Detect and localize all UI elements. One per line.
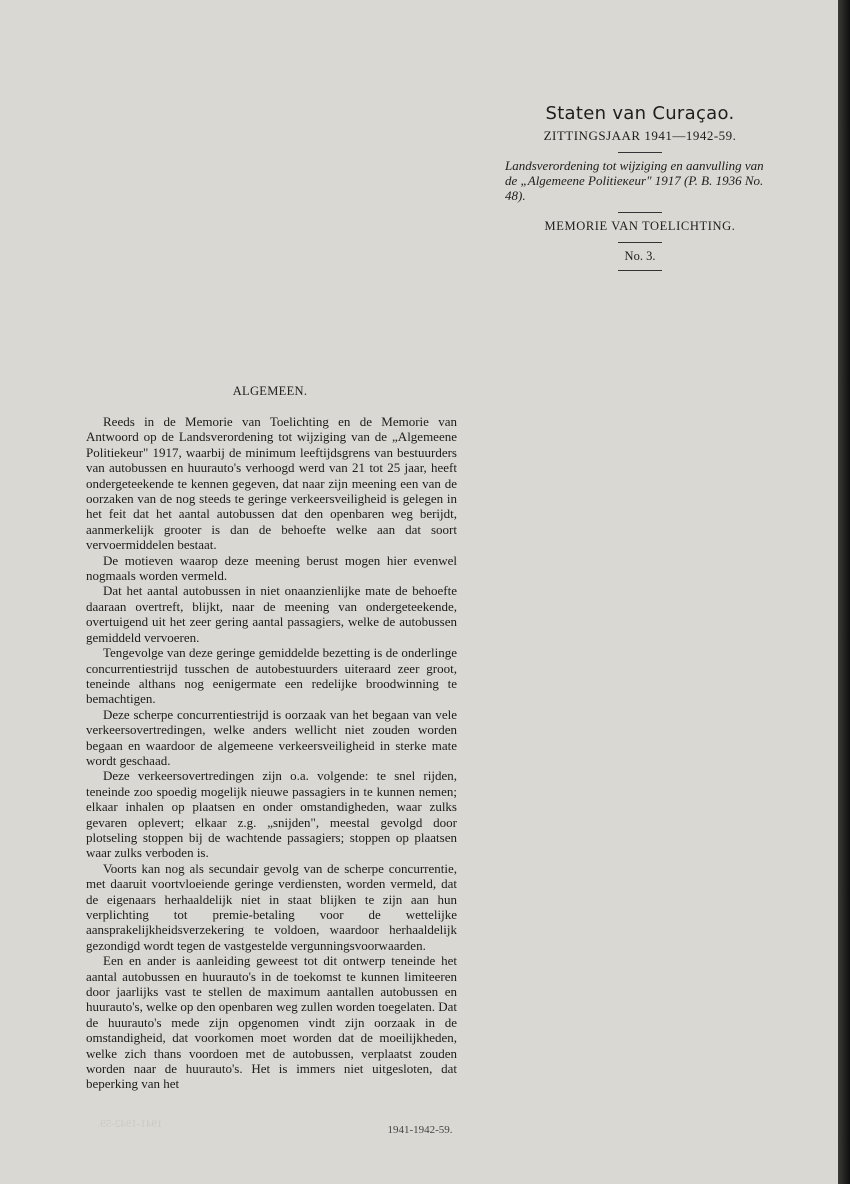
page-footer: 1941-1942-59. bbox=[387, 1124, 453, 1136]
divider bbox=[618, 212, 662, 213]
publication-title: Staten van Curaçao. bbox=[545, 103, 735, 124]
divider bbox=[618, 270, 662, 271]
paragraph: Reeds in de Memorie van Toelichting en de Memorie van Antwoord op de Landsverordening tot wijziging van de „Algemeene Politiekeur" 1917, waarbij de minimum leeftijdsgrens van bestuurders van autobussen en huurauto's verhoogd werd van 21 tot 25 jaar, heeft ondergeteekende te kennen gegeven, dat naar zijn meening een van de oorzaken van de nog steeds te geringe verkeersveiligheid is gelegen in het feit dat het aantal autobussen dat den openbaren weg berijdt, aanmerkelijk grooter is dan de behoefte welke aan dat soort vervoermiddelen bestaat. bbox=[86, 414, 457, 553]
divider bbox=[618, 152, 662, 153]
document-header bbox=[505, 103, 775, 271]
paragraph: Deze verkeersovertredingen zijn o.a. volgende: te snel rijden, teneinde zoo spoedig mogelijk nieuwe passagiers in te kunnen nemen; elkaar inhalen op plaatsen en onder omstandigheden, waar zulks gevaren oplevert; elkaar z.g. „snijden", meestal gevolgd door plotseling stoppen bij de wachtende passagiers; stoppen op plaatsen waar zulks verboden is. bbox=[86, 768, 457, 861]
memorie-title: MEMORIE VAN TOELICHTING. bbox=[544, 219, 736, 233]
section-heading: ALGEMEEN. bbox=[232, 384, 308, 398]
page-edge bbox=[838, 0, 850, 1184]
document-number: No. 3. bbox=[624, 249, 656, 263]
paragraph: Tengevolge van deze geringe gemiddelde bezetting is de onderlinge concurrentiestrijd tusschen de autobestuurders uiteraard zeer groot, teneinde althans nog eenigermate een redelijke broodwinning te bemachtigen. bbox=[86, 645, 457, 707]
session-year: ZITTINGSJAAR 1941—1942-59. bbox=[543, 128, 737, 143]
subject-line: Landsverordening tot wijziging en aanvulling van de „Algemeene Politieкeur" 1917 (P. B. 1936 No. 48). bbox=[505, 158, 764, 203]
paragraph: Dat het aantal autobussen in niet onaanzienlijke mate de behoefte daaraan overtreft, blijkt, naar de meening van ondergeteekende, overtuigend uit het zeer gering aantal passagiers, welke de autobussen gemiddeld vervoeren. bbox=[86, 583, 457, 645]
paragraph: De motieven waarop deze meening berust mogen hier evenwel nogmaals worden vermeld. bbox=[86, 552, 457, 584]
paragraph: Deze scherpe concurrentiestrijd is oorzaak van het begaan van vele verkeersovertredingen, welke anders wellicht niet zouden worden begaan en waardoor de algemeene verkeersveiligheid in sterke mate wordt geschaad. bbox=[86, 706, 457, 768]
body-text bbox=[86, 414, 457, 1092]
divider bbox=[618, 242, 662, 243]
bleed-through-mark: 1941-1942-59. bbox=[97, 1118, 163, 1130]
paragraph: Voorts kan nog als secundair gevolg van de scherpe concurrentie, met daaruit voortvloeiende geringe verdiensten, worden vermeld, dat de eigenaars herhaaldelijk niet in staat blijken te zijn aan hun verplichting tot premie-betaling voor de wettelijke aansprakelijkheidsverzekering te voldoen, waardoor herhaaldelijk gezondigd wordt tegen de vastgestelde vergunningsvoorwaarden. bbox=[86, 860, 457, 953]
paragraph: Een en ander is aanleiding geweest tot dit ontwerp teneinde het aantal autobussen en huurauto's in de toekomst te kunnen limiteeren door jaarlijks vast te stellen de maximum aantallen autobussen en huurauto's, welke op den openbaren weg zullen worden toegelaten. Dat de huurauto's mede zijn opgenomen vindt zijn oorzaak in de omstandigheid, dat voorkomen moet worden dat de moeilijkheden, welke zich thans voordoen met de autobussen, verplaatst zouden worden naar de huurauto's. Het is immers niet uitgesloten, dat beperking van het bbox=[86, 953, 457, 1092]
